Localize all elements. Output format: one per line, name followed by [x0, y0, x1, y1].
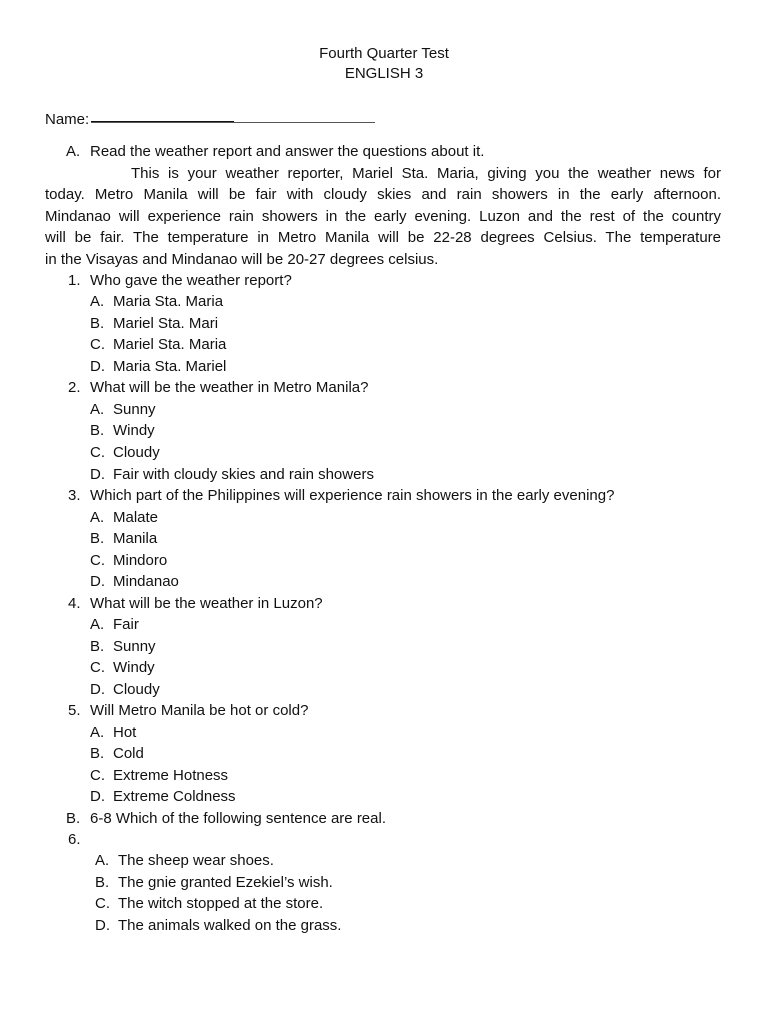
choice-letter: A.	[90, 401, 105, 418]
choice-text: Malate	[113, 509, 159, 526]
choice-text: Mindanao	[113, 573, 179, 590]
choice-letter: A.	[90, 509, 105, 526]
question-text: Which part of the Philippines will experience rain showers in the early evening?	[90, 487, 615, 504]
question-text: What will be the weather in Metro Manila?	[90, 379, 369, 396]
question-text: Will Metro Manila be hot or cold?	[90, 702, 309, 719]
name-label: Name:	[45, 111, 90, 128]
section-b-instruction: 6-8 Which of the following sentence are real.	[90, 810, 386, 827]
choice-text: Windy	[113, 422, 155, 439]
choice-text: Sunny	[113, 638, 156, 655]
choice-letter: C.	[90, 336, 105, 353]
choice-letter: B.	[90, 315, 105, 332]
choice-letter: C.	[90, 444, 105, 461]
question-number: 3.	[68, 487, 81, 504]
subject-title: ENGLISH 3	[344, 65, 424, 82]
test-title: Fourth Quarter Test	[319, 45, 449, 62]
choice-text: Cloudy	[113, 681, 160, 698]
section-b-marker: B.	[66, 810, 81, 827]
question-number: 2.	[68, 379, 81, 396]
choice-text: Mindoro	[113, 552, 168, 569]
section-a-instruction: Read the weather report and answer the questions about it.	[90, 143, 485, 160]
choice-letter: A.	[95, 852, 110, 869]
choice-text: Maria Sta. Mariel	[113, 358, 227, 375]
choice-letter: C.	[90, 552, 105, 569]
choice-text: The witch stopped at the store.	[118, 895, 324, 912]
choice-text: Maria Sta. Maria	[113, 293, 224, 310]
choice-letter: A.	[90, 724, 105, 741]
question-text: Who gave the weather report?	[90, 272, 292, 289]
question-text: What will be the weather in Luzon?	[90, 595, 323, 612]
choice-text: The gnie granted Ezekiel’s wish.	[118, 874, 333, 891]
choice-letter: D.	[90, 573, 105, 590]
choice-text: Mariel Sta. Maria	[113, 336, 227, 353]
choice-letter: B.	[90, 638, 105, 655]
passage-line: will be fair. The temperature in Metro Manila will be 22-28 degrees Celsius. The temperature	[45, 229, 721, 246]
choice-letter: D.	[90, 466, 105, 483]
choice-text: Fair with cloudy skies and rain showers	[113, 466, 374, 483]
choice-letter: C.	[90, 767, 105, 784]
passage-line: Mindanao will experience rain showers in the early evening. Luzon and the rest of the country	[45, 208, 721, 225]
choice-text: Windy	[113, 659, 155, 676]
passage-line: This is your weather reporter, Mariel Sta. Maria, giving you the weather news for	[131, 165, 721, 182]
choice-text: Sunny	[113, 401, 156, 418]
passage-line: in the Visayas and Mindanao will be 20-27 degrees celsius.	[45, 251, 439, 268]
question-number: 5.	[68, 702, 81, 719]
choice-letter: C.	[95, 895, 110, 912]
choice-letter: D.	[90, 358, 105, 375]
choice-text: Fair	[113, 616, 139, 633]
passage-line: today. Metro Manila will be fair with cloudy skies and rain showers in the early afternoon.	[45, 186, 721, 203]
choice-text: Cloudy	[113, 444, 160, 461]
choice-letter: B.	[90, 530, 105, 547]
choice-letter: B.	[90, 745, 105, 762]
choice-letter: A.	[90, 616, 105, 633]
choice-letter: D.	[95, 917, 110, 934]
choice-letter: D.	[90, 681, 105, 698]
name-blank-line	[91, 122, 375, 123]
choice-text: Extreme Hotness	[113, 767, 229, 784]
choice-letter: A.	[90, 293, 105, 310]
choice-text: Hot	[113, 724, 137, 741]
choice-text: Mariel Sta. Mari	[113, 315, 219, 332]
choice-letter: B.	[95, 874, 110, 891]
question-number: 1.	[68, 272, 81, 289]
choice-text: Extreme Coldness	[113, 788, 236, 805]
choice-letter: C.	[90, 659, 105, 676]
choice-text: Cold	[113, 745, 144, 762]
choice-letter: B.	[90, 422, 105, 439]
choice-letter: D.	[90, 788, 105, 805]
choice-text: The animals walked on the grass.	[118, 917, 342, 934]
section-a-marker: A.	[66, 143, 81, 160]
question-number: 6.	[68, 831, 81, 848]
choice-text: Manila	[113, 530, 158, 547]
choice-text: The sheep wear shoes.	[118, 852, 274, 869]
question-number: 4.	[68, 595, 81, 612]
